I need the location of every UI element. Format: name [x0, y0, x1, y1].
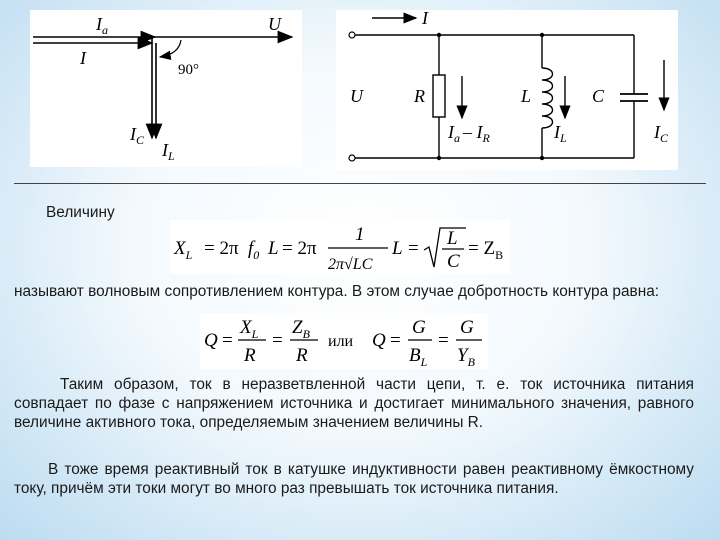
svg-text:или: или: [328, 333, 354, 350]
paragraph-wave-impedance: называют волновым сопротивлением контура. В этом случае добротность контура равна:: [14, 283, 660, 300]
svg-text:Q: Q: [372, 330, 386, 351]
formula-1-svg: [170, 220, 510, 274]
intro-text: Величину: [46, 204, 115, 221]
circuit-label-u: U: [350, 86, 363, 106]
svg-text:2π√LC: 2π√LC: [328, 256, 373, 273]
svg-text:= ZB: = $Z_B$: [468, 238, 504, 262]
svg-text:XL: $X_L$: [174, 238, 193, 262]
angle-arc: [160, 40, 181, 57]
label-i: I: [80, 48, 86, 68]
svg-text:R: R: [296, 345, 308, 366]
label-ic: $I_C$: [130, 124, 145, 147]
terminal-top: [349, 32, 355, 38]
circuit-label-il: $I_L$: [554, 122, 567, 145]
circuit-label-i: I: [422, 10, 428, 28]
paragraph-conclusion-1: Таким образом, ток в неразветвленной части цепи, т. е. ток источника питания совпадает по фазе с напряжением источника и достигает минимального значения, равного величине активного тока, определяемым значением величины R.: [14, 376, 694, 431]
svg-text:BL: $B_L$: [409, 345, 428, 369]
svg-text:L: L: [447, 228, 458, 249]
label-angle: 90°: [178, 62, 199, 78]
svg-text:Q: Q: [204, 330, 218, 351]
svg-text:C: C: [447, 251, 460, 272]
svg-text:=: =: [408, 238, 419, 259]
resistor: [433, 75, 445, 117]
circuit-label-r: R: [414, 86, 425, 106]
circuit-diagram: [336, 10, 678, 170]
svg-text:R: R: [244, 345, 256, 366]
wave-impedance-formula: [170, 220, 510, 274]
circuit-label-ia-ir: $I_a - I_R$: [448, 122, 490, 145]
svg-text:f0: $f_0$: [248, 238, 260, 262]
svg-text:= 2π: = 2π: [204, 238, 239, 259]
svg-text:=: =: [438, 330, 449, 351]
inductor: [542, 68, 553, 128]
circuit-label-ic: $I_C$: [654, 122, 669, 145]
paragraph-conclusion-2: В тоже время реактивный ток в катушке индуктивности равен реактивному ёмкостному току, причём эти токи могут во много раз превышать ток источника питания.: [14, 461, 694, 497]
label-il: $I_L$: [162, 140, 175, 163]
svg-text:G: G: [460, 317, 474, 338]
svg-text:=: =: [272, 330, 283, 351]
section-divider: [14, 183, 706, 184]
svg-text:XL: $X_L$: [240, 317, 259, 341]
circuit-label-c: C: [592, 86, 605, 106]
svg-text:L: L: [392, 238, 403, 259]
phasor-diagram: [30, 10, 302, 167]
circuit-label-l: L: [521, 86, 532, 106]
circuit-diagram-svg: [336, 10, 678, 170]
svg-text:YB: $Y_B$: [457, 345, 475, 369]
label-u: U: [268, 14, 281, 34]
svg-text:= 2π: = 2π: [282, 238, 317, 259]
formula-2-svg: [200, 313, 488, 369]
phasor-diagram-svg: [30, 10, 302, 167]
svg-text:G: G: [412, 317, 426, 338]
terminal-bottom: [349, 155, 355, 161]
svg-text:=: =: [390, 330, 401, 351]
svg-text:1: 1: [355, 224, 365, 245]
svg-text:ZB: $Z_B$: [292, 317, 310, 341]
svg-text:L: L: [268, 238, 279, 259]
label-ia: $I_a$: [96, 14, 108, 37]
svg-text:=: =: [222, 330, 233, 351]
quality-factor-formula: [200, 313, 488, 369]
